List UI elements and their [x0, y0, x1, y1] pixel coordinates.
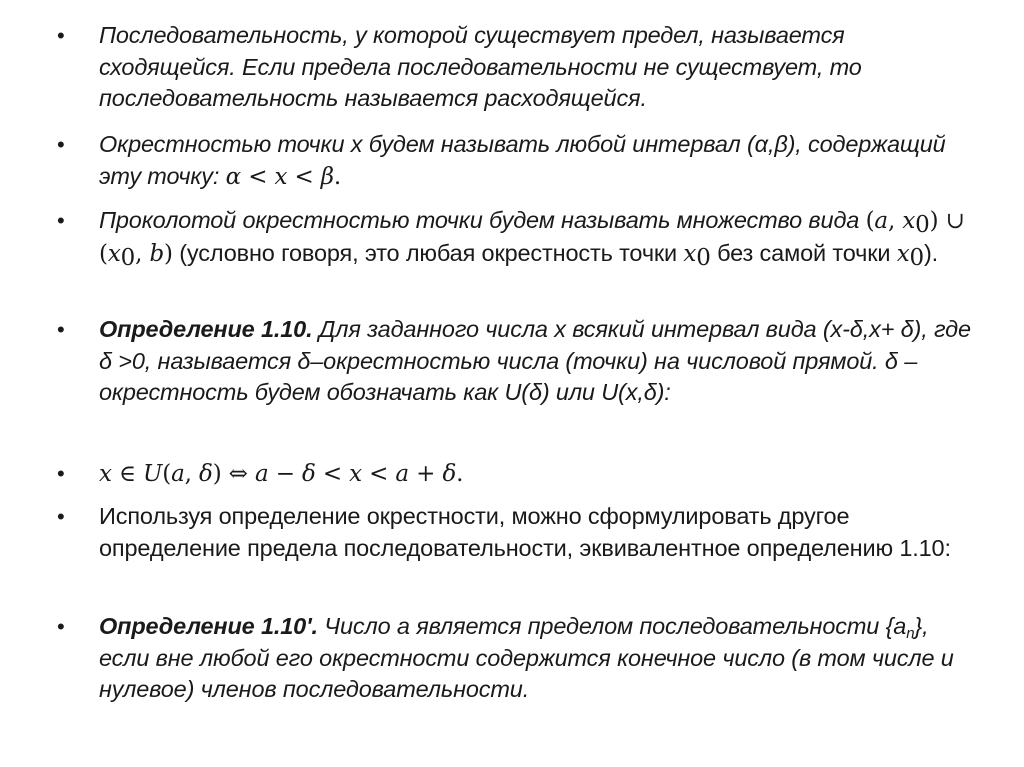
bullet-text: ).	[924, 239, 939, 266]
math-period: .	[333, 163, 342, 190]
bullet-text: Окрестностью точки х будем называть любой интервал (α,β), содержащий эту точку:	[99, 131, 946, 189]
math-comma: ,	[135, 240, 150, 267]
math-b: b	[149, 240, 165, 267]
math-x: x	[107, 240, 121, 267]
math-paren: )	[212, 461, 222, 487]
math-paren: )	[929, 208, 939, 234]
math-beta: β	[320, 163, 334, 190]
math-U: U	[143, 461, 163, 487]
math-delta: δ	[442, 461, 457, 487]
definition-label: Определение 1.10'.	[99, 613, 318, 639]
math-a: a	[874, 208, 888, 234]
math-less-than: <	[361, 461, 396, 487]
bullet-text: Проколотой окрестностью точки будем называть множество вида	[99, 207, 866, 233]
math-less-than: <	[241, 163, 275, 190]
math-x: x	[99, 461, 112, 487]
math-union: ∪	[938, 208, 965, 234]
math-x: x	[349, 461, 362, 487]
math-x: x	[683, 240, 697, 267]
bullet-text: Последовательность, у которой существует предел, называется сходящейся. Если предела последовательности не существует, то последовательность называется расходящейся.	[99, 22, 862, 111]
math-comma: ,	[887, 208, 903, 234]
math-paren: (	[865, 208, 875, 234]
bullet-equivalent-definition	[99, 501, 979, 564]
math-delta: δ	[301, 461, 316, 487]
math-paren: (	[99, 240, 108, 267]
math-minus: −	[268, 461, 302, 487]
bullet-text: Число a является пределом последовательности {a	[317, 613, 907, 639]
bullet-text: (условно говоря, это любая окрестность точки	[172, 239, 684, 266]
math-x: x	[902, 208, 916, 234]
math-x: x	[274, 163, 288, 190]
bullet-neighborhood	[99, 129, 979, 193]
bullet-punctured-neighborhood	[99, 205, 979, 270]
math-less-than: <	[287, 163, 321, 190]
math-a: a	[171, 461, 185, 487]
math-element-of: ∈	[111, 461, 144, 487]
bullet-text: Для заданного числа х всякий интервал вида (х-δ,х+ δ), где δ >0, называется δ–окрестностью числа (точки) на числовой прямой. δ –окрестность будем обозначать как U(δ) или U(х,δ):	[99, 316, 971, 405]
bullet-formula	[99, 458, 979, 491]
math-paren: )	[164, 240, 173, 267]
math-comma: ,	[184, 461, 199, 487]
math-subscript: 0	[696, 244, 711, 271]
math-subscript: 0	[909, 244, 924, 271]
bullet-sequence-convergence	[99, 20, 979, 115]
math-paren: (	[162, 461, 172, 487]
bullet-definition-1-10	[99, 314, 979, 409]
math-alpha: α	[225, 163, 242, 190]
bullet-text: Используя определение окрестности, можно сформулировать другое определение предела последовательности, эквивалентное определению 1.10:	[99, 503, 951, 561]
math-iff: ⇔	[221, 461, 255, 487]
bullet-definition-1-10-prime	[99, 611, 979, 706]
bullet-text: }, если вне любой его окрестности содержится конечное число (в том числе и нулевое) членов последовательности.	[99, 613, 954, 702]
math-subscript: 0	[915, 212, 930, 238]
bullet-text: без самой точки	[710, 239, 897, 266]
math-delta: δ	[198, 461, 213, 487]
math-period: .	[456, 461, 464, 487]
math-subscript: 0	[120, 244, 136, 271]
math-x: x	[896, 240, 910, 267]
math-a: a	[254, 461, 269, 487]
math-a: a	[395, 461, 409, 487]
math-less-than: <	[315, 461, 350, 487]
math-subscript: n	[906, 625, 915, 642]
definition-label: Определение 1.10.	[99, 316, 313, 342]
math-plus: +	[408, 461, 443, 487]
